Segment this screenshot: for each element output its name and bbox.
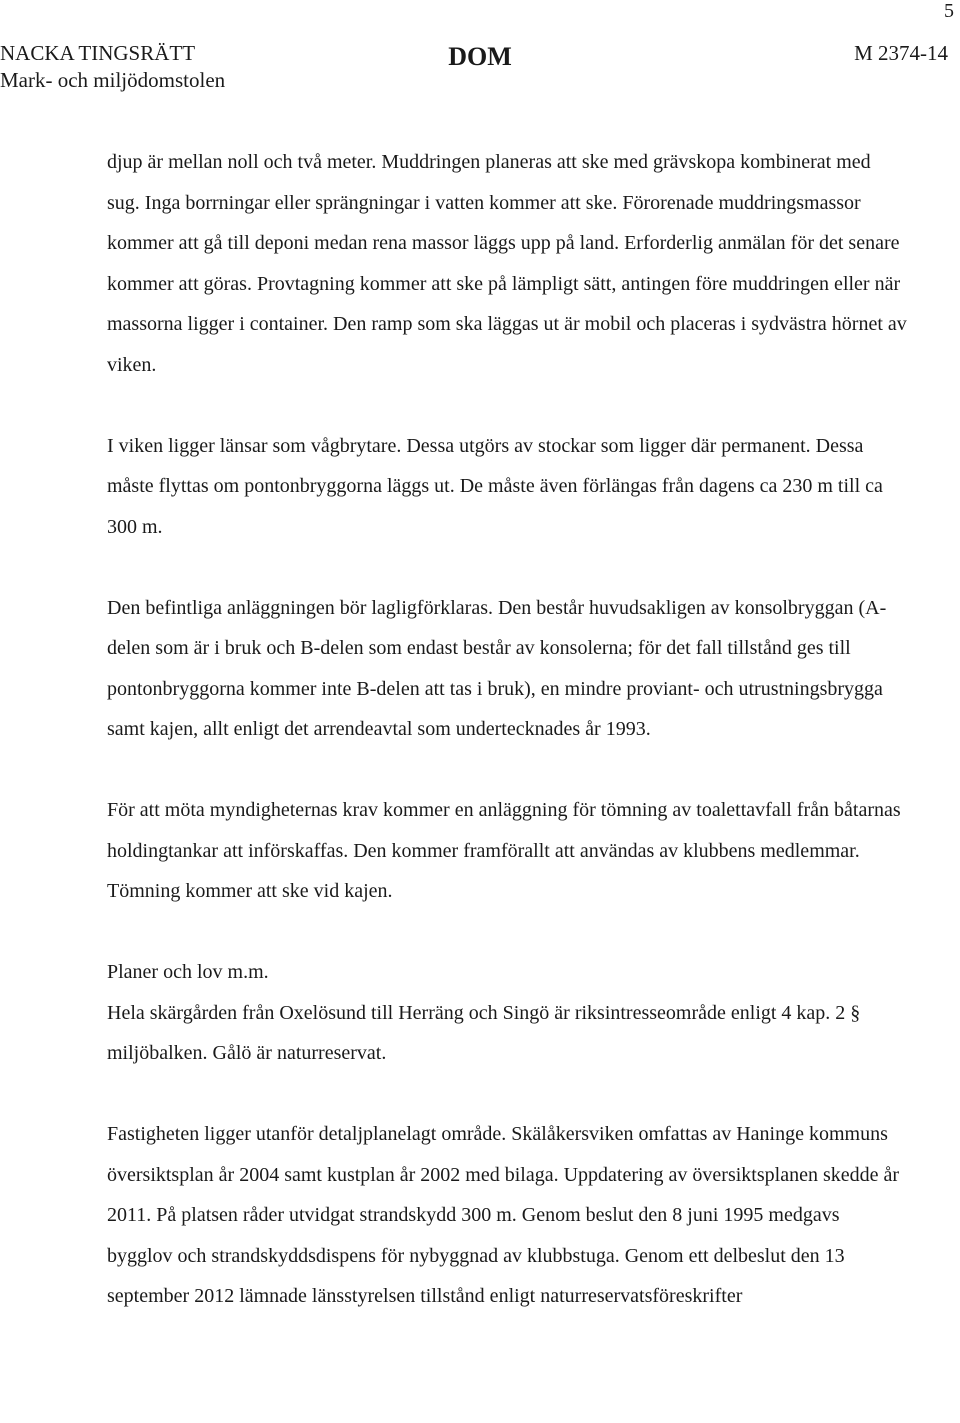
paragraph: djup är mellan noll och två meter. Muddringen planeras att ske med grävskopa kombinerat med sug. Inga borrningar eller sprängningar i vatten kommer att ske. Förorenade muddringsmassor kommer att gå till deponi medan rena massor läggs upp på land. Erforderlig anmälan för det senare kommer att göras. Provtagning kommer att ske på lämpligt sätt, antingen före muddringen eller när massorna ligger i container. Den ramp som ska läggas ut är mobil och placeras i sydvästra hörnet av viken.: [107, 151, 907, 376]
court-name: NACKA TINGSRÄTT: [0, 41, 196, 65]
court-division: Mark- och miljödomstolen: [0, 68, 226, 92]
case-number: M 2374-14: [854, 41, 948, 65]
paragraph: För att möta myndigheternas krav kommer en anläggning för tömning av toalettavfall från båtarnas holdingtankar att införskaffas. Den kommer framförallt att användas av klubbens medlemmar. Tömning kommer att ske vid kajen.: [107, 799, 901, 902]
page-number: 5: [944, 0, 954, 22]
paragraph: I viken ligger länsar som vågbrytare. Dessa utgörs av stockar som ligger där permanent. Dessa måste flyttas om pontonbryggorna läggs ut. De måste även förlängas från dagens ca 230 m till ca 300 m.: [107, 434, 883, 538]
document-body: [107, 142, 907, 1317]
section-heading: Planer och lov m.m.: [107, 961, 269, 983]
document-header: [0, 40, 960, 100]
paragraph: Hela skärgården från Oxelösund till Herräng och Singö är riksintresseområde enligt 4 kap. 2 § miljöbalken. Gålö är naturreservat.: [107, 1001, 861, 1064]
paragraph: Fastigheten ligger utanför detaljplanelagt område. Skälåkersviken omfattas av Haninge kommuns översiktsplan år 2004 samt kustplan år 2002 med bilaga. Uppdatering av översiktsplanen skedde år 2011. På platsen råder utvidgat strandskydd 300 m. Genom beslut den 8 juni 1995 medgavs bygglov och strandskyddsdispens för nybyggnad av klubbstuga. Genom ett delbeslut den 13 september 2012 lämnade länsstyrelsen tillstånd enligt naturreservatsföreskrifter: [107, 1123, 900, 1307]
paragraph: Den befintliga anläggningen bör lagligförklaras. Den består huvudsakligen av konsolbryggan (A-delen som är i bruk och B-delen som endast består av konsolerna; för det fall tillstånd ges till pontonbryggorna kommer inte B-delen att tas i bruk), en mindre proviant- och utrustningsbrygga samt kajen, allt enligt det arrendeavtal som undertecknades år 1993.: [107, 596, 887, 740]
document-type: DOM: [448, 42, 512, 71]
